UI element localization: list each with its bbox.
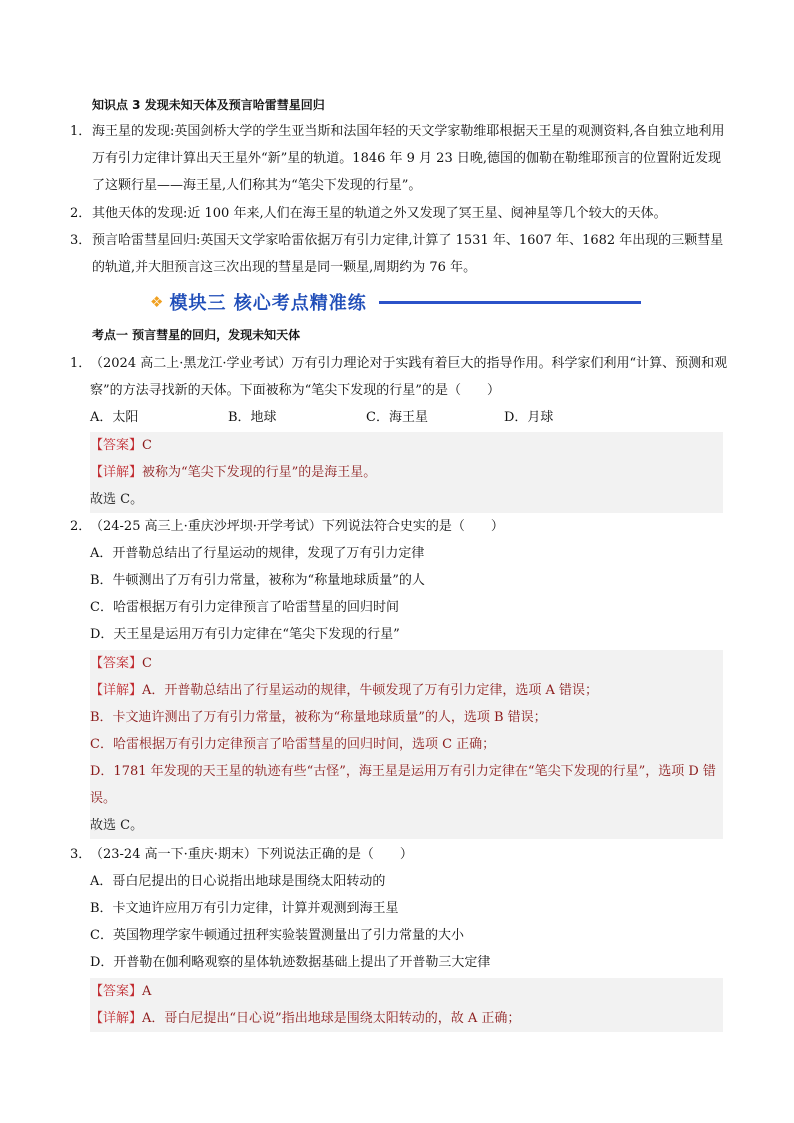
detail-text: 被称为“笔尖下发现的行星”的是海王星。 bbox=[142, 465, 377, 480]
option: D．天王星是运用万有引力定律在“笔尖下发现的行星” bbox=[90, 627, 400, 642]
answer-value: C bbox=[142, 656, 152, 671]
detail-text: A．开普勒总结出了行星运动的规律，牛顿发现了万有引力定律，选项 A 错误； bbox=[142, 683, 599, 698]
question-number: 3． bbox=[70, 847, 92, 862]
answer-box bbox=[90, 432, 723, 513]
detail-text: D．1781 年发现的天王星的轨迹有些“古怪”，海王星是运用万有引力定律在“笔尖下发现的行星”，选项 D 错误。 bbox=[90, 764, 716, 806]
answer-value: A bbox=[142, 984, 152, 999]
option: C．哈雷根据万有引力定律预言了哈雷彗星的回归时间 bbox=[90, 600, 399, 615]
conclusion-text: 故选 C。 bbox=[90, 818, 144, 833]
detail-label: 【详解】 bbox=[90, 683, 143, 698]
option: A．开普勒总结出了行星运动的规律，发现了万有引力定律 bbox=[90, 546, 425, 561]
answer-label: 【答案】 bbox=[90, 656, 143, 671]
detail-label: 【详解】 bbox=[90, 465, 143, 480]
detail-label: 【详解】 bbox=[90, 1011, 143, 1026]
exam-point-title: 考点一 预言彗星的回归，发现未知天体 bbox=[92, 328, 301, 342]
item-number: 3． bbox=[70, 233, 92, 248]
option: D．月球 bbox=[504, 410, 554, 425]
detail-text: A．哥白尼提出“日心说”指出地球是围绕太阳转动的，故 A 正确； bbox=[142, 1011, 521, 1026]
item-text: 海王星的发现:英国剑桥大学的学生亚当斯和法国年轻的天文学家勒维耶根据天王星的观测资料,各自独立地利用万有引力定律计算出天王星外“新”星的轨道。1846 年 9 月 23 日晚,德国的伽勒在勒维耶预言的位置附近发现了这颗行星——海王星,人们称其为“笔尖下发现的行星”。 bbox=[92, 124, 725, 193]
conclusion-text: 故选 C。 bbox=[90, 492, 144, 507]
question-stem: （24-25 高三上·重庆沙坪坝·开学考试）下列说法符合史实的是（ ） bbox=[90, 519, 504, 534]
option: D．开普勒在伽利略观察的星体轨迹数据基础上提出了开普勒三大定律 bbox=[90, 955, 491, 970]
question bbox=[70, 350, 730, 431]
module-heading bbox=[150, 287, 641, 317]
question-number: 1． bbox=[70, 356, 92, 371]
question bbox=[70, 841, 730, 976]
module-title: 模块三 核心考点精准练 bbox=[169, 293, 367, 314]
option: A．哥白尼提出的日心说指出地球是围绕太阳转动的 bbox=[90, 874, 386, 889]
knowledge-point-title: 知识点 3 发现未知天体及预言哈雷彗星回归 bbox=[92, 98, 325, 112]
diamond-icon: ❖ bbox=[150, 293, 160, 311]
item-number: 1． bbox=[70, 124, 92, 139]
option: A．太阳 bbox=[90, 410, 139, 425]
knowledge-item bbox=[70, 118, 730, 199]
options-row bbox=[90, 404, 730, 431]
option: B．牛顿测出了万有引力常量，被称为“称量地球质量”的人 bbox=[90, 573, 425, 588]
detail-text: C．哈雷根据万有引力定律预言了哈雷彗星的回归时间，选项 C 正确； bbox=[90, 737, 496, 752]
answer-box bbox=[90, 650, 723, 839]
module-rule bbox=[379, 301, 641, 304]
knowledge-item bbox=[70, 227, 730, 281]
item-text: 预言哈雷彗星回归:英国天文学家哈雷依据万有引力定律,计算了 1531 年、1607 年、1682 年出现的三颗彗星的轨道,并大胆预言这三次出现的彗星是同一颗星,周期约为 76 年。 bbox=[92, 233, 724, 275]
answer-label: 【答案】 bbox=[90, 438, 143, 453]
question-stem: （23-24 高一下·重庆·期末）下列说法正确的是（ ） bbox=[90, 847, 413, 862]
item-text: 其他天体的发现:近 100 年来,人们在海王星的轨道之外又发现了冥王星、阋神星等几个较大的天体。 bbox=[92, 206, 667, 221]
item-number: 2． bbox=[70, 206, 92, 221]
knowledge-item bbox=[70, 200, 730, 227]
answer-value: C bbox=[142, 438, 152, 453]
answer-label: 【答案】 bbox=[90, 984, 143, 999]
option: C．英国物理学家牛顿通过扭秤实验装置测量出了引力常量的大小 bbox=[90, 928, 464, 943]
question-stem: （2024 高二上·黑龙江·学业考试）万有引力理论对于实践有着巨大的指导作用。科学家们利用“计算、预测和观察”的方法寻找新的天体。下面被称为“笔尖下发现的行星”的是（ ） bbox=[90, 356, 728, 398]
option: B．地球 bbox=[228, 410, 277, 425]
option: B．卡文迪许应用万有引力定律，计算并观测到海王星 bbox=[90, 901, 399, 916]
detail-text: B．卡文迪许测出了万有引力常量，被称为“称量地球质量”的人，选项 B 错误； bbox=[90, 710, 547, 725]
question-number: 2． bbox=[70, 519, 92, 534]
question bbox=[70, 513, 730, 648]
option: C．海王星 bbox=[366, 410, 428, 425]
answer-box bbox=[90, 978, 723, 1032]
